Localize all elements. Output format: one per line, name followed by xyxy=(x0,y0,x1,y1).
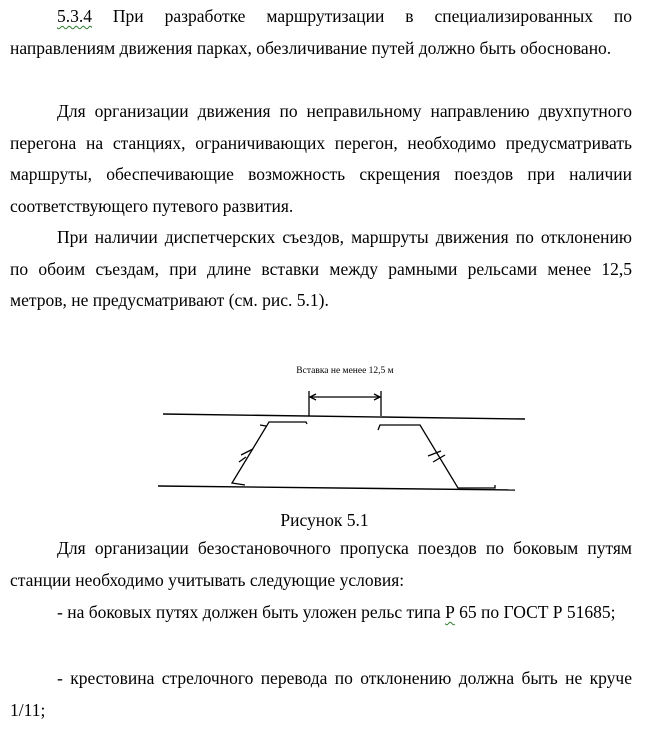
list-item-text-end: 65 по ГОСТ Р 51685; xyxy=(454,602,616,622)
paragraph-text: При разработке маршрутизации в специализированных по направлениям движения парках, обезличивание путей должно быть обосновано. xyxy=(10,6,632,58)
paragraph-text: Для организации безостановочного пропуска поездов по боковым путям станции необходимо учитывать следующие условия: xyxy=(10,538,632,590)
section-number: 5.3.4 xyxy=(57,6,92,26)
left-crossover xyxy=(232,422,307,485)
right-crossover xyxy=(378,425,495,488)
paragraph-text: Для организации движения по неправильному направлению двухпутного перегона на станциях, ограничивающих перегон, необходимо предусматривать маршруты, обеспечивающие возможность скрещения поездов при наличии соответствующего путевого развития. xyxy=(10,101,632,216)
upper-track xyxy=(163,414,525,419)
list-item-text: - на боковых путях должен быть уложен рельс типа xyxy=(57,602,446,622)
list-item-frog-angle xyxy=(10,663,632,726)
paragraph-wrong-direction xyxy=(10,96,632,222)
figure-5-1 xyxy=(0,350,649,505)
paragraph-text: При наличии диспетчерских съездов, маршруты движения по отклонению по обоим съездам, при длине вставки между рамными рельсами менее 12,5 метров, не предусматривают (см. рис. 5.1). xyxy=(10,227,632,310)
insert-dimension-marker xyxy=(309,391,381,416)
paragraph-5-3-4 xyxy=(10,1,632,64)
paragraph-dispatcher-crossovers xyxy=(10,222,632,317)
list-item-rail-type xyxy=(10,597,632,629)
paragraph-nonstop-conditions xyxy=(10,533,632,596)
track-diagram xyxy=(0,350,649,500)
list-item-text: - крестовина стрелочного перевода по отклонению должна быть не круче 1/11; xyxy=(10,668,632,720)
figure-caption: Рисунок 5.1 xyxy=(280,510,369,530)
figure-label: Вставка не менее 12,5 м xyxy=(296,366,394,376)
rail-type-letter: Р xyxy=(445,602,455,622)
